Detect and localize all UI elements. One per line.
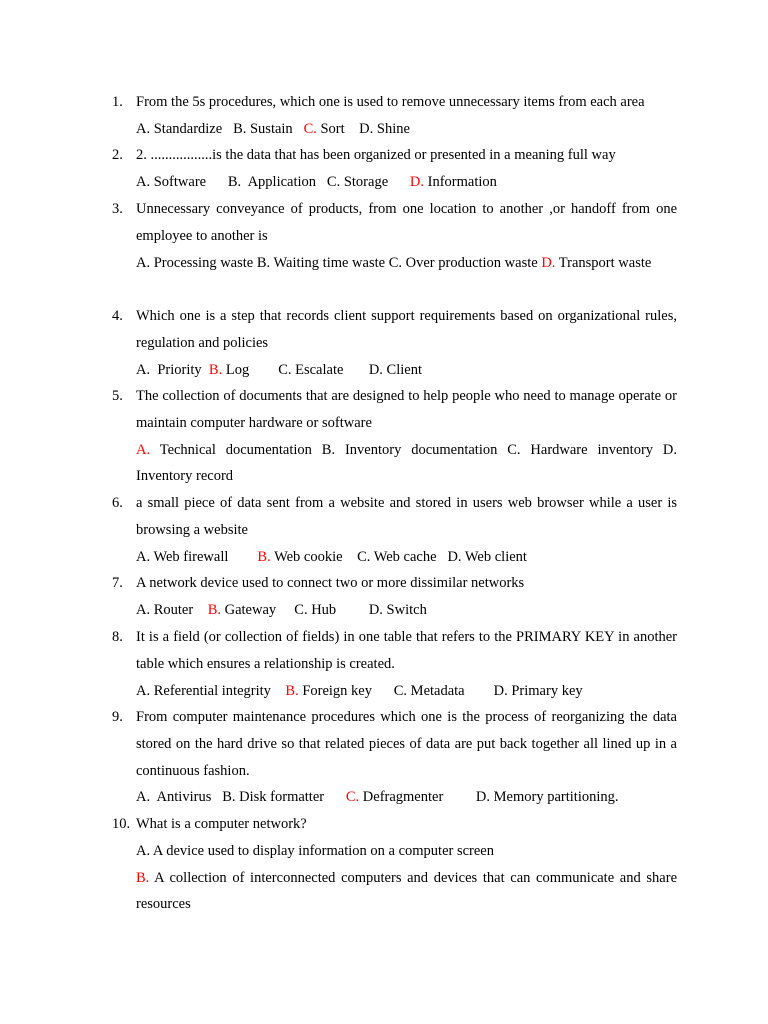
question-text: Unnecessary conveyance of products, from one location to another ,or handoff from one employee to another is <box>136 201 677 244</box>
answer-options <box>136 597 677 624</box>
option-d: D. Memory partitioning. <box>475 789 619 806</box>
question-1 <box>112 89 677 143</box>
option-a: A. Standardize <box>136 120 234 137</box>
question-number: 3. <box>112 201 123 217</box>
answer-options <box>136 357 677 384</box>
question-9 <box>112 704 677 811</box>
question-text: 2. .................is the data that has been organized or presented in a meaning full way <box>136 147 616 163</box>
question-6 <box>112 490 677 570</box>
option-c: C. Over production waste <box>388 254 542 271</box>
question-4 <box>112 303 677 383</box>
question-number: 10. <box>112 816 131 832</box>
question-5 <box>112 383 677 490</box>
option-a: A. Priority <box>136 361 209 378</box>
question-text: A network device used to connect two or more dissimilar networks <box>136 575 525 591</box>
option-d: D. Shine <box>359 120 410 137</box>
option-a-correct: A. Technical documentation <box>136 441 322 458</box>
option-d: D. Primary key <box>493 682 583 699</box>
question-number: 7. <box>112 575 123 591</box>
question-7 <box>112 570 677 624</box>
option-a: A. Web firewall <box>136 548 258 565</box>
option-d: D. Client <box>368 361 422 378</box>
option-b-correct: B. Web cookie <box>257 548 358 565</box>
option-c-correct: C. Sort <box>303 120 360 137</box>
option-c-correct: C. Defragmenter <box>345 789 476 806</box>
question-number: 6. <box>112 495 123 511</box>
question-text: a small piece of data sent from a website and stored in users web browser while a user is browsing a website <box>136 495 677 538</box>
question-text: It is a field (or collection of fields) in one table that refers to the PRIMARY KEY in another table which ensures a relationship is created. <box>136 629 677 672</box>
answer-options <box>136 784 677 811</box>
option-b: B. Application <box>227 173 327 190</box>
question-number: 5. <box>112 388 123 404</box>
option-b-correct: B. A collection of interconnected computers and devices that can communicate and share resources <box>136 869 677 913</box>
option-b-correct: B. Gateway <box>207 601 295 618</box>
option-d-correct: D. Transport waste <box>541 254 652 271</box>
answer-options <box>136 169 677 196</box>
question-8 <box>112 624 677 704</box>
option-c: C. Storage <box>326 173 410 190</box>
option-a: A. A device used to display information on a computer screen <box>136 842 494 859</box>
option-c: C. Metadata <box>393 682 494 699</box>
option-a: A. Antivirus <box>136 789 223 806</box>
question-3 <box>112 196 677 276</box>
question-text: From computer maintenance procedures which one is the process of reorganizing the data stored on the hard drive so that related pieces of data are put back together all lined up in a continuous fashion. <box>136 709 677 779</box>
answer-options <box>136 678 677 705</box>
answer-options <box>136 544 677 571</box>
option-d: D. Switch <box>368 601 427 618</box>
option-a: A. Software <box>136 173 228 190</box>
option-d: D. Web client <box>447 548 527 565</box>
option-c: C. Web cache <box>357 548 448 565</box>
question-number: 2. <box>112 147 123 163</box>
question-text: What is a computer network? <box>136 816 307 832</box>
question-10 <box>112 811 677 918</box>
question-text: The collection of documents that are designed to help people who need to manage operate or maintain computer hardware or software <box>136 388 677 431</box>
option-d-correct: D. Information <box>409 173 497 190</box>
question-number: 9. <box>112 709 123 725</box>
question-text: From the 5s procedures, which one is used to remove unnecessary items from each area <box>136 94 645 110</box>
answer-options <box>136 437 677 491</box>
question-2 <box>112 142 677 196</box>
option-b-correct: B. Foreign key <box>285 682 394 699</box>
option-a: A. Referential integrity <box>136 682 286 699</box>
question-number: 8. <box>112 629 123 645</box>
option-b: B. Waiting time waste <box>256 254 389 271</box>
answer-options <box>136 250 677 277</box>
question-text: Which one is a step that records client support requirements based on organizational rules, regulation and policies <box>136 308 677 351</box>
option-c: C. Hub <box>294 601 369 618</box>
answer-options <box>136 116 677 143</box>
option-a: A. Processing waste <box>136 254 257 271</box>
option-d: D. Inventory record <box>136 441 677 485</box>
option-b: B. Inventory documentation <box>321 441 508 458</box>
option-b: B. Disk formatter <box>222 789 346 806</box>
option-a: A. Router <box>136 601 208 618</box>
option-c: C. Escalate <box>278 361 369 378</box>
option-b: B. Sustain <box>233 120 304 137</box>
question-number: 4. <box>112 308 123 324</box>
question-number: 1. <box>112 94 123 110</box>
option-c: C. Hardware inventory <box>507 441 663 458</box>
option-b-correct: B. Log <box>208 361 279 378</box>
